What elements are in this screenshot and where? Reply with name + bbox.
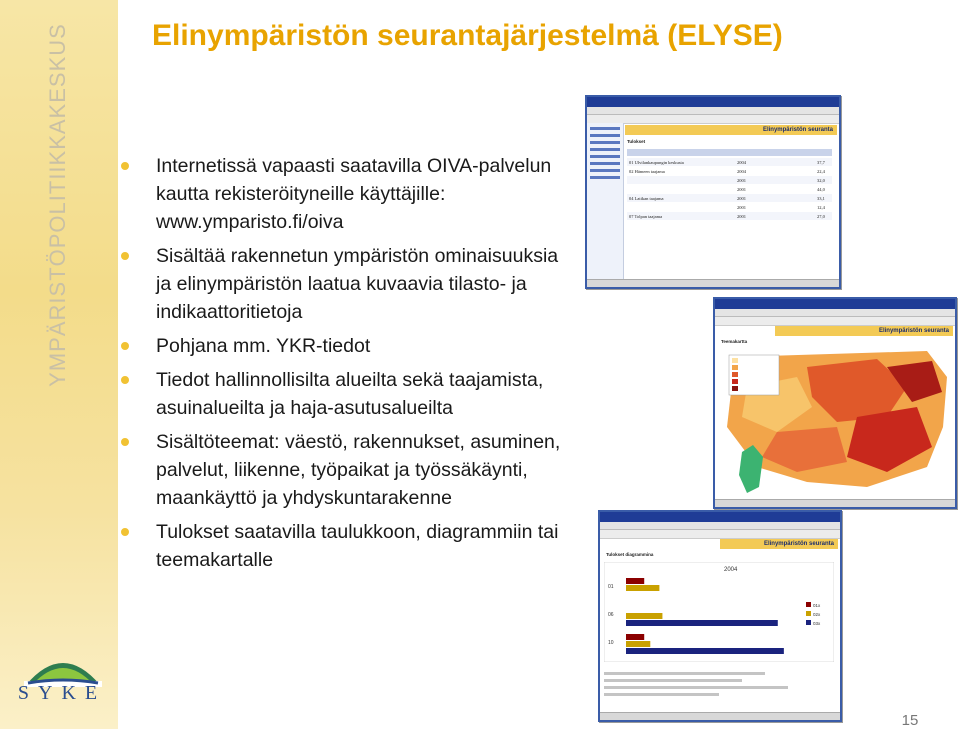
section-heading: Tulokset — [627, 139, 646, 144]
section-heading: Teemakartta — [721, 339, 748, 344]
chart-bar — [626, 620, 778, 626]
chart-bar — [626, 634, 644, 640]
table-cell-year: 2001 — [737, 214, 746, 219]
chart-screenshot — [598, 510, 842, 722]
bullet-dot-icon — [121, 342, 129, 350]
table-cell-year: 2001 — [737, 187, 746, 192]
legend-label: 03x — [813, 621, 821, 626]
band-vertical-text: YMPÄRISTÖPOLITIIKKAKESKUS — [45, 23, 70, 387]
window-menubar — [587, 107, 839, 115]
bullet-text: Sisältöteemat: väestö, rakennukset, asuminen, palvelut, liikenne, työpaikat ja työssäkäynti, maankäyttö ja yhdyskuntarakenne — [156, 431, 561, 509]
table-cell-value: 33,1 — [817, 196, 825, 201]
bar-chart — [604, 562, 834, 662]
table-row — [627, 185, 832, 193]
bullet-item — [118, 366, 568, 422]
category-label: 01 — [608, 584, 614, 590]
table-cell-value: 32,0 — [817, 178, 825, 183]
chart-notes — [604, 668, 834, 710]
table-cell-value: 37,7 — [817, 160, 825, 165]
bullet-text: Internetissä vapaasti saatavilla OIVA-palvelun kautta rekisteröityneille käyttäjille: www.ymparisto.fi/oiva — [156, 155, 552, 233]
bullet-dot-icon — [121, 252, 129, 260]
bullet-item — [118, 242, 568, 326]
table-cell-year: 2001 — [737, 178, 746, 183]
table-cell-value: 27,0 — [817, 214, 825, 219]
table-cell-year: 2001 — [737, 196, 746, 201]
bullet-text: Tiedot hallinnollisilta alueilta sekä taajamista, asuinalueilta ja haja-asutusalueilta — [156, 369, 544, 419]
window-statusbar — [715, 499, 955, 507]
window-toolbar — [600, 530, 840, 539]
syke-wordmark: SYKE — [17, 682, 107, 704]
category-label: 10 — [608, 640, 614, 646]
window-titlebar — [715, 299, 955, 309]
app-header: Elinympäristön seuranta — [720, 539, 838, 549]
bullet-item — [118, 332, 568, 360]
thematic-map — [717, 347, 951, 497]
page-number: 15 — [901, 712, 919, 729]
category-label: 06 — [608, 612, 614, 618]
bullet-item — [118, 518, 568, 574]
page-title: Elinympäristön seurantajärjestelmä (ELYSE) — [152, 19, 783, 52]
bullet-dot-icon — [121, 528, 129, 536]
table-row — [627, 176, 832, 184]
table-cell-year: 2001 — [737, 205, 746, 210]
left-band — [0, 0, 118, 729]
bullet-text: Pohjana mm. YKR-tiedot — [156, 335, 371, 357]
window-statusbar — [587, 279, 839, 287]
table-cell-name: 02 Hämeen taajama — [629, 169, 665, 174]
window-menubar — [715, 309, 955, 317]
table-cell-value: 22,4 — [817, 169, 825, 174]
results-table — [627, 149, 832, 221]
window-titlebar — [587, 97, 839, 107]
window-toolbar — [587, 115, 839, 124]
legend-label: 02x — [813, 612, 821, 617]
window-titlebar — [600, 512, 840, 522]
table-cell-value: 44,0 — [817, 187, 825, 192]
legend-label: 01x — [813, 603, 821, 608]
section-heading: Tulokset diagrammina — [606, 552, 654, 557]
app-header: Elinympäristön seuranta — [775, 326, 953, 336]
table-cell-name: 07 Tolpan taajama — [629, 214, 663, 219]
bullet-dot-icon — [121, 376, 129, 384]
chart-bar — [626, 578, 644, 584]
table-row — [627, 203, 832, 211]
bullet-dot-icon — [121, 438, 129, 446]
window-menubar — [600, 522, 840, 530]
table-cell-name: 01 Ulvilankaupungin keskusta — [629, 160, 684, 165]
bullet-text: Tulokset saatavilla taulukkoon, diagrammiin tai teemakartalle — [156, 521, 559, 571]
bullet-item — [118, 152, 568, 236]
legend-swatch — [806, 620, 811, 625]
bullet-list — [118, 152, 568, 580]
bullet-dot-icon — [121, 162, 129, 170]
chart-bar — [626, 641, 650, 647]
table-screenshot — [585, 95, 841, 289]
app-header: Elinympäristön seuranta — [625, 125, 837, 135]
table-cell-name: 04 Latikan taajama — [629, 196, 664, 201]
nav-sidebar — [587, 123, 624, 280]
table-cell-year: 2004 — [737, 160, 746, 165]
legend-swatch — [806, 602, 811, 607]
table-cell-year: 2004 — [737, 169, 746, 174]
legend-swatch — [806, 611, 811, 616]
bullet-item — [118, 428, 568, 512]
chart-year-label: 2004 — [724, 567, 738, 573]
table-cell-value: 12,4 — [817, 205, 825, 210]
chart-bar — [626, 585, 659, 591]
chart-bar — [626, 613, 662, 619]
window-toolbar — [715, 317, 955, 326]
window-statusbar — [600, 712, 840, 720]
bullet-text: Sisältää rakennetun ympäristön ominaisuuksia ja elinympäristön laatua kuvaavia tilasto- ja indikaattoritietoja — [156, 245, 559, 323]
chart-bar — [626, 648, 784, 654]
map-screenshot — [713, 297, 957, 509]
